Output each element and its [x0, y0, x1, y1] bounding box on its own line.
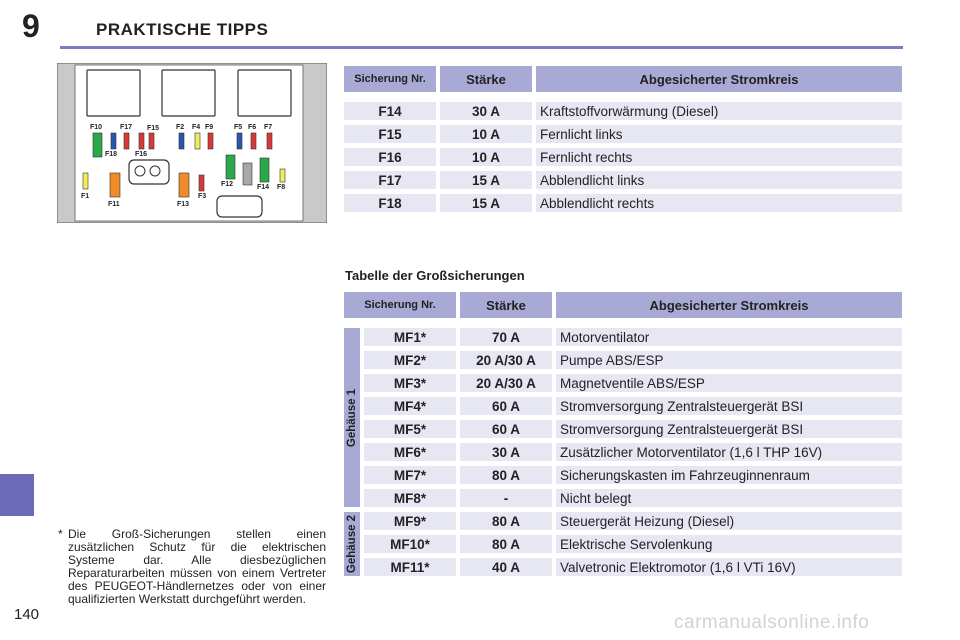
maxi-fuse-table [340, 287, 906, 581]
column-header: Sicherung Nr. [344, 66, 436, 92]
column-header: Abgesicherter Stromkreis [536, 66, 902, 92]
fuse-circuit: Steuergerät Heizung (Diesel) [556, 512, 902, 530]
fuse-circuit: Valvetronic Elektromotor (1,6 l VTi 16V) [556, 558, 902, 576]
chapter-side-tab [0, 474, 34, 516]
fuse-f4 [195, 133, 200, 149]
fuse-circuit: Fernlicht rechts [536, 148, 902, 166]
chapter-title: PRAKTISCHE TIPPS [96, 20, 269, 39]
fuse-label: F8 [277, 184, 286, 191]
fuse-rating: 80 A [460, 535, 552, 553]
fuse-rating: 40 A [460, 558, 552, 576]
fuse-spare [243, 163, 252, 185]
fuse-f10 [93, 133, 102, 157]
watermark: carmanualsonline.info [674, 612, 870, 633]
fuse-f8 [280, 169, 285, 182]
fuse-rating: 20 A/30 A [460, 351, 552, 369]
fuse-f16 [139, 133, 144, 149]
fuse-label: F18 [105, 151, 118, 158]
fuse-rating: 10 A [440, 148, 532, 166]
footnote [58, 528, 326, 606]
fuse-table [340, 61, 906, 217]
fuse-f11 [110, 173, 120, 197]
housing-label: Gehäuse 2 [346, 514, 358, 574]
fuse-rating: 60 A [460, 397, 552, 415]
column-header: Sicherung Nr. [344, 292, 456, 318]
fuse-label: F13 [177, 201, 190, 208]
fuse-circuit: Nicht belegt [556, 489, 902, 507]
fuse-f5 [237, 133, 242, 149]
table-row [344, 171, 902, 189]
fuse-f12 [226, 155, 235, 179]
table-row [344, 535, 902, 553]
fuse-f6 [251, 133, 256, 149]
fuse-label: F17 [120, 124, 133, 131]
fuse-circuit: Fernlicht links [536, 125, 902, 143]
table-row [344, 374, 902, 392]
fuse-rating: 60 A [460, 420, 552, 438]
connector [217, 196, 262, 217]
fuse-number: F16 [344, 148, 436, 166]
relay-slot [238, 70, 291, 116]
table-row [344, 194, 902, 212]
table-row [344, 466, 902, 484]
fuse-rating: 15 A [440, 194, 532, 212]
fuse-circuit: Kraftstoffvorwärmung (Diesel) [536, 102, 902, 120]
fuse-label: F15 [147, 125, 160, 132]
table-row [344, 489, 902, 507]
fuse-f1 [83, 173, 88, 189]
fuse-f15 [149, 133, 154, 149]
relay-slot [162, 70, 215, 116]
fuse-label: F10 [90, 124, 103, 131]
fuse-f7 [267, 133, 272, 149]
fuse-number: MF8* [364, 489, 456, 507]
fuse-label: F14 [257, 184, 270, 191]
fuse-rating: 70 A [460, 328, 552, 346]
table-row [344, 351, 902, 369]
fuse-number: MF11* [364, 558, 456, 576]
fuse-rating: 80 A [460, 512, 552, 530]
column-header: Stärke [460, 292, 552, 318]
table-row [344, 397, 902, 415]
fuse-f2 [179, 133, 184, 149]
fuse-label: F2 [176, 124, 185, 131]
fuse-f9 [208, 133, 213, 149]
fuse-circuit: Zusätzlicher Motorventilator (1,6 l THP 16V) [556, 443, 902, 461]
table-row [344, 443, 902, 461]
fuse-circuit: Pumpe ABS/ESP [556, 351, 902, 369]
fuse-label: F16 [135, 151, 148, 158]
fuse-rating: 20 A/30 A [460, 374, 552, 392]
fuse-circuit: Stromversorgung Zentralsteuergerät BSI [556, 397, 902, 415]
fuse-circuit: Abblendlicht rechts [536, 194, 902, 212]
column-header: Stärke [440, 66, 532, 92]
fuse-label: F4 [192, 124, 201, 131]
fuse-number: MF9* [364, 512, 456, 530]
fuse-circuit: Stromversorgung Zentralsteuergerät BSI [556, 420, 902, 438]
fuse-number: MF3* [364, 374, 456, 392]
fuse-label: F1 [81, 193, 90, 200]
fuse-number: MF5* [364, 420, 456, 438]
table-title: Tabelle der Großsicherungen [345, 268, 525, 283]
fuse-number: F14 [344, 102, 436, 120]
fuse-number: F15 [344, 125, 436, 143]
fuse-label: F6 [248, 124, 257, 131]
table-row [344, 102, 902, 120]
fuse-rating: - [460, 489, 552, 507]
table-row [344, 558, 902, 576]
fuse-rating: 30 A [440, 102, 532, 120]
fuse-number: MF7* [364, 466, 456, 484]
fuse-label: F9 [205, 124, 214, 131]
fuse-box-diagram [57, 63, 327, 223]
housing-label: Gehäuse 1 [346, 388, 358, 447]
fuse-circuit: Abblendlicht links [536, 171, 902, 189]
table-row [344, 125, 902, 143]
fuse-f18 [111, 133, 116, 149]
table-row [344, 148, 902, 166]
housing-group [344, 328, 360, 507]
fuse-circuit: Magnetventile ABS/ESP [556, 374, 902, 392]
fuse-circuit: Motorventilator [556, 328, 902, 346]
fuse-rating: 10 A [440, 125, 532, 143]
fuse-label: F7 [264, 124, 273, 131]
fuse-number: MF10* [364, 535, 456, 553]
fuse-f14 [260, 158, 269, 182]
footnote-text: Die Groß-Sicherungen stellen einen zusätzlichen Schutz für die elektrischen Systeme dar. Alle diesbezüglichen Reparaturarbeiten müssen von einem Vertreter des PEUGEOT-Händlernetzes oder von einer qualifizierten Werkstatt durchgeführt werden. [68, 527, 326, 606]
fuse-rating: 15 A [440, 171, 532, 189]
fuse-label: F12 [221, 181, 234, 188]
housing-group [344, 512, 360, 576]
fuse-f13 [179, 173, 189, 197]
table-row [344, 328, 902, 346]
footnote-marker: * [58, 527, 63, 541]
fuse-f17 [124, 133, 129, 149]
relay-slot [87, 70, 140, 116]
fuse-rating: 80 A [460, 466, 552, 484]
fuse-label: F5 [234, 124, 243, 131]
fuse-rating: 30 A [460, 443, 552, 461]
table-row [344, 512, 902, 530]
chapter-number: 9 [22, 8, 40, 44]
fuse-number: MF2* [364, 351, 456, 369]
table-row [344, 420, 902, 438]
page-number: 140 [14, 606, 40, 623]
fuse-label: F11 [108, 201, 120, 208]
fuse-number: F17 [344, 171, 436, 189]
column-header: Abgesicherter Stromkreis [556, 292, 902, 318]
fuse-f3 [199, 175, 204, 191]
fuse-number: F18 [344, 194, 436, 212]
fuse-number: MF1* [364, 328, 456, 346]
fuse-circuit: Sicherungskasten im Fahrzeuginnenraum [556, 466, 902, 484]
header-rule [60, 46, 903, 49]
fuse-circuit: Elektrische Servolenkung [556, 535, 902, 553]
fuse-number: MF4* [364, 397, 456, 415]
fuse-label: F3 [198, 193, 207, 200]
fuse-number: MF6* [364, 443, 456, 461]
